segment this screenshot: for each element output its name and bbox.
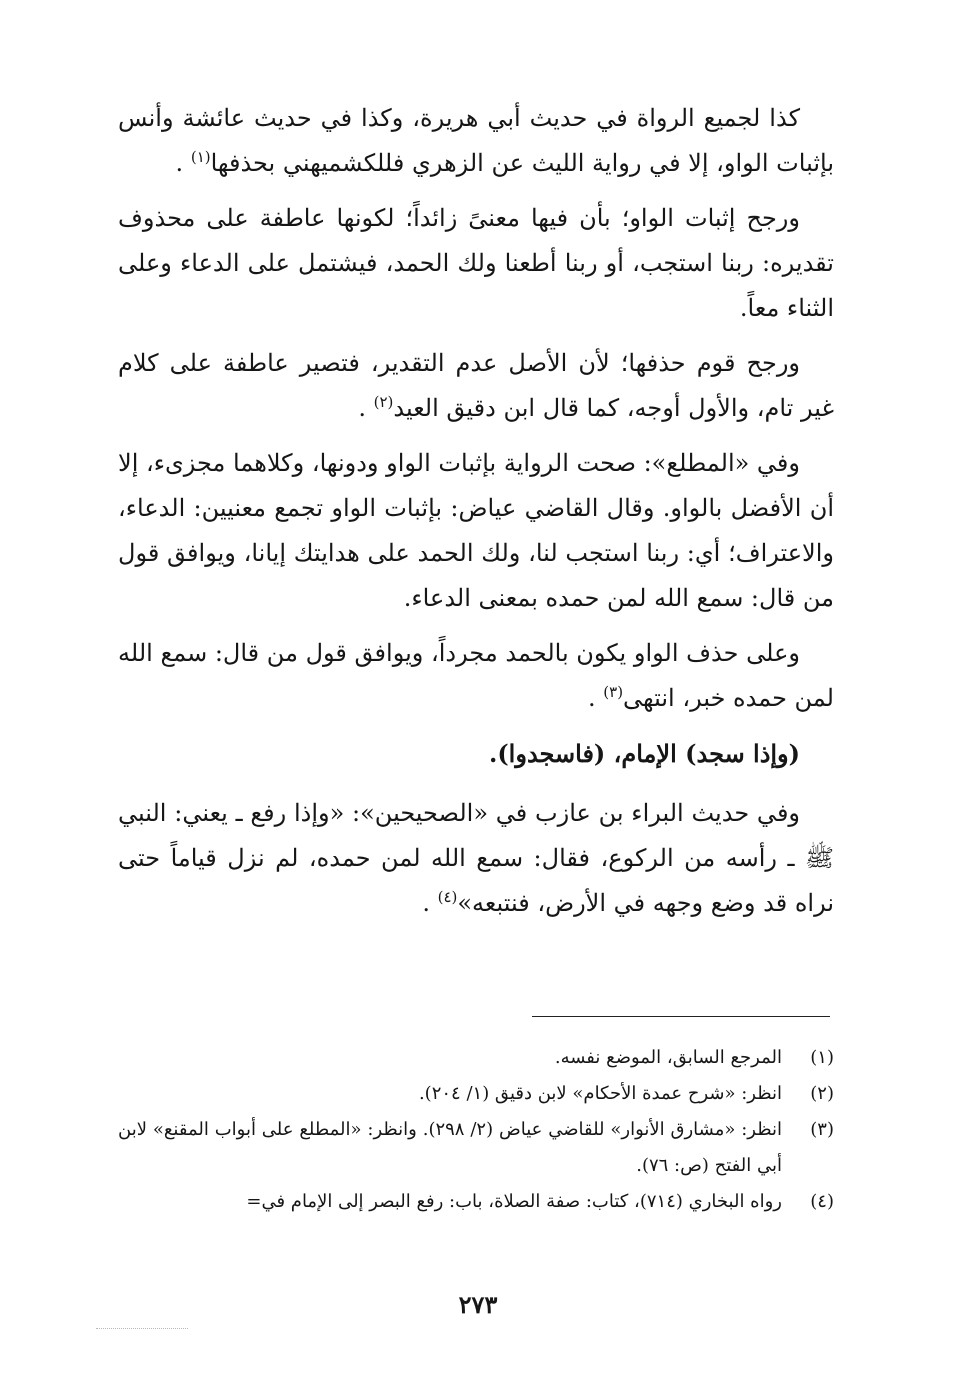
paragraph-5-end: . [587, 684, 596, 712]
page-number: ٢٧٣ [458, 1290, 498, 1319]
footnote-1 [118, 1040, 834, 1076]
footnote-number: (٢) [810, 1083, 834, 1104]
footnotes [118, 1040, 834, 1220]
footnote-text: انظر: «مشارق الأنوار» للقاضي عياض (٢/ ٢٩٨). وانظر: «المطلع على أبواب المقنع» لابن أبي الفتح (ص: ٧٦). [118, 1119, 782, 1176]
scan-artifact [96, 1328, 188, 1329]
paragraph-3-end: . [358, 394, 366, 422]
paragraph-6-end: . [422, 889, 430, 917]
paragraph-1-text: كذا لجميع الرواة في حديث أبي هريرة، وكذا في حديث عائشة وأنس بإثبات الواو، إلا في رواية الليث عن الزهري فللكشميهني بحذفها [118, 104, 834, 177]
footnote-number: (٤) [810, 1191, 834, 1212]
footnote-4 [118, 1184, 834, 1220]
paragraph-6 [118, 791, 834, 926]
footnote-ref-1[interactable]: (١) [190, 148, 211, 166]
footnote-number: (٣) [810, 1119, 834, 1140]
paragraph-4: وفي «المطلع»: صحت الرواية بإثبات الواو ودونها، وكلاهما مجزىء، إلا أن الأفضل بالواو. وقال القاضي عياض: بإثبات الواو تجمع معنيين: الدعاء، والاعتراف؛ أي: ربنا استجب لنا، ولك الحمد على هدايتك إيانا، ويوافق قول من قال: سمع الله لمن حمده بمعنى الدعاء. [118, 449, 834, 612]
paragraph-6-text: وفي حديث البراء بن عازب في «الصحيحين»: «وإذا رفع ـ يعني: النبي ﷺ ـ رأسه من الركوع، فقال: سمع الله لمن حمده، لم نزل قياماً حتى نراه قد وضع وجهه في الأرض، فنتبعه» [118, 799, 834, 917]
footnote-ref-2[interactable]: (٢) [373, 393, 394, 411]
footnote-number: (١) [810, 1047, 834, 1068]
footnote-ref-3[interactable]: (٣) [603, 683, 624, 701]
section-heading-text: (وإذا سجد) الإمام، (فاسجدوا). [488, 739, 800, 768]
footnote-text: انظر: «شرح عمدة الأحكام» لابن دقيق (١/ ٢٠٤). [418, 1083, 782, 1104]
footnote-text: رواه البخاري (٧١٤)، كتاب: صفة الصلاة، باب: رفع البصر إلى الإمام في= [246, 1191, 782, 1212]
paragraph-1 [118, 96, 834, 186]
footnote-divider [532, 1016, 830, 1017]
footnote-2 [118, 1076, 834, 1112]
paragraph-2: ورجح إثبات الواو؛ بأن فيها معنىً زائداً؛ لكونها عاطفة على محذوف تقديره: ربنا استجب، أو ربنا أطعنا ولك الحمد، فيشتمل على الدعاء وعلى الثناء معاً. [118, 204, 834, 322]
paragraph-3-text: ورجح قوم حذفها؛ لأن الأصل عدم التقدير، فتصير عاطفة على كلام غير تام، والأول أوجه، كما قال ابن دقيق العيد [118, 349, 834, 422]
footnote-text: المرجع السابق، الموضع نفسه. [554, 1047, 782, 1068]
footnote-ref-4[interactable]: (٤) [437, 888, 458, 906]
section-heading [118, 731, 834, 777]
paragraph-5 [118, 631, 834, 721]
paragraph-3 [118, 341, 834, 431]
main-text [118, 96, 834, 936]
paragraph-5-text: وعلى حذف الواو يكون بالحمد مجرداً، ويوافق قول من قال: سمع الله لمن حمده خبر، انتهى [118, 639, 834, 712]
footnote-3 [118, 1112, 834, 1184]
paragraph-1-end: . [175, 149, 184, 177]
